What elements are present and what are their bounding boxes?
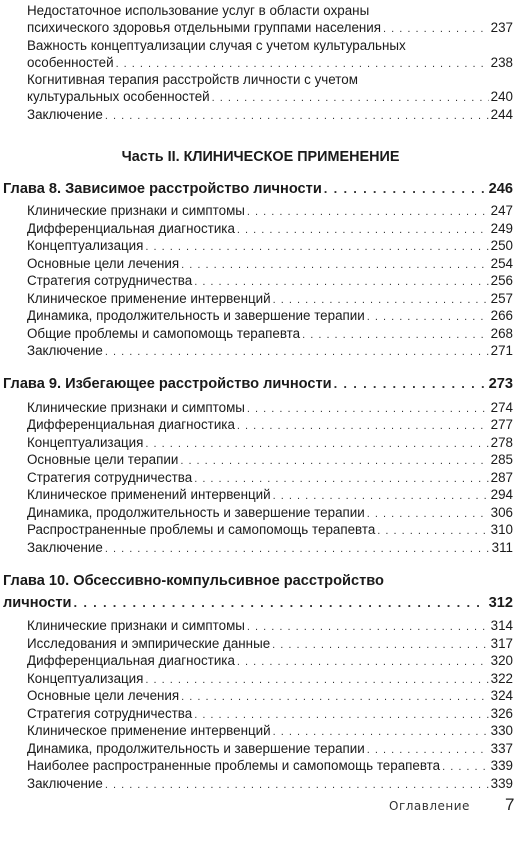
- dot-leader: [237, 419, 489, 434]
- toc-entry: [27, 653, 513, 670]
- toc-entry: [27, 221, 513, 238]
- toc-page-number: 330: [490, 723, 513, 738]
- part-title: Часть II. КЛИНИЧЕСКОЕ ПРИМЕНЕНИЕ: [121, 149, 400, 165]
- toc-page-number: 320: [490, 653, 513, 668]
- dot-leader: [145, 673, 488, 688]
- toc-entry: [27, 688, 513, 705]
- toc-page-number: 238: [490, 55, 513, 70]
- dot-leader: [181, 258, 489, 273]
- toc-page-number: 256: [490, 273, 513, 288]
- toc-entry: [27, 706, 513, 723]
- toc-entry-title: Дифференциальная диагностика: [27, 417, 235, 432]
- toc-entry: [27, 400, 513, 417]
- toc-entry-title: Заключение: [27, 343, 103, 358]
- dot-leader: [247, 620, 489, 635]
- dot-leader: [145, 437, 488, 452]
- dot-leader: [324, 181, 487, 196]
- toc-entry-title: Клинические признаки и симптомы: [27, 618, 245, 633]
- toc-entry: [27, 273, 513, 290]
- toc-entry-title: Концептуализация: [27, 238, 144, 253]
- toc-entry-title: Клиническое применение интервенций: [27, 723, 271, 738]
- dot-leader: [273, 489, 489, 504]
- toc-entry-title: Стратегия сотрудничества: [27, 273, 193, 288]
- toc-entry-title: психического здоровья отдельными группами населения: [27, 20, 382, 35]
- dot-leader: [383, 22, 489, 37]
- toc-entry: [27, 256, 513, 273]
- toc-entry: [27, 636, 513, 653]
- toc-page-number: 306: [490, 505, 513, 520]
- toc-entry: [27, 758, 513, 775]
- toc-entry-title: Стратегия сотрудничества: [27, 706, 193, 721]
- toc-entry-title: Основные цели лечения: [27, 256, 180, 271]
- dot-leader: [367, 507, 489, 522]
- folio-page-number: 7: [505, 795, 515, 814]
- toc-page-number: 314: [490, 618, 513, 633]
- toc-page-number: 249: [490, 221, 513, 236]
- toc-entry-title: Динамика, продолжительность и завершение терапии: [27, 741, 365, 756]
- toc-page-number: 257: [490, 291, 513, 306]
- toc-entry: [27, 522, 513, 539]
- toc-entry-title: Концептуализация: [27, 671, 144, 686]
- toc-page-number: 287: [490, 470, 513, 485]
- toc-page-number: 324: [490, 688, 513, 703]
- toc-entry: [27, 671, 513, 688]
- dot-leader: [212, 91, 489, 106]
- toc-page-number: 247: [490, 203, 513, 218]
- toc-entry-title: особенностей: [27, 55, 114, 70]
- toc-page-number: 317: [490, 636, 513, 651]
- dot-leader: [145, 240, 488, 255]
- toc-page-number: 244: [490, 107, 513, 122]
- dot-leader: [442, 760, 489, 775]
- dot-leader: [180, 454, 488, 469]
- dot-leader: [334, 376, 487, 391]
- toc-page-number: 254: [490, 256, 513, 271]
- chapter-page-number: 273: [488, 376, 513, 392]
- toc-page-number: 339: [490, 776, 513, 791]
- toc-page-number: 294: [490, 487, 513, 502]
- toc-entry-title: Заключение: [27, 776, 103, 791]
- toc-entry-title: Заключение: [27, 107, 103, 122]
- toc-page-number: 311: [491, 540, 513, 555]
- chapter-heading: [3, 181, 513, 197]
- toc-entry: [27, 618, 513, 635]
- toc-entry-title: Заключение: [27, 540, 103, 555]
- toc-entry: [27, 487, 513, 504]
- chapter-heading: [3, 595, 513, 611]
- dot-leader: [105, 778, 489, 793]
- dot-leader: [105, 542, 490, 557]
- toc-entry: [27, 308, 513, 325]
- toc-page-number: 237: [490, 20, 513, 35]
- dot-leader: [247, 402, 489, 417]
- toc-page-number: 339: [490, 758, 513, 773]
- toc-entry-title: Дифференциальная диагностика: [27, 221, 235, 236]
- dot-leader: [194, 472, 488, 487]
- toc-entry: [27, 238, 513, 255]
- toc-entry: [27, 20, 513, 37]
- toc-page-number: 278: [490, 435, 513, 450]
- toc-entry: [27, 540, 513, 557]
- dot-leader: [367, 310, 489, 325]
- toc-entry: [27, 723, 513, 740]
- toc-entry-title: Наиболее распространенные проблемы и самопомощь терапевта: [27, 758, 441, 773]
- toc-entry: [27, 435, 513, 452]
- toc-entry-title: Стратегия сотрудничества: [27, 470, 193, 485]
- toc-entry: [27, 417, 513, 434]
- chapter-title-line: Глава 10. Обсессивно-компульсивное расстройство: [3, 573, 384, 589]
- toc-entry-title: Клинические признаки и симптомы: [27, 400, 245, 415]
- dot-leader: [272, 638, 489, 653]
- toc-page-number: 274: [490, 400, 513, 415]
- dot-leader: [105, 109, 489, 124]
- toc-entry-title: Основные цели лечения: [27, 688, 180, 703]
- chapter-title: Глава 9. Избегающее расстройство личности: [3, 376, 332, 392]
- toc-page-number: 285: [490, 452, 513, 467]
- toc-entry-title: Концептуализация: [27, 435, 144, 450]
- toc-page-number: 271: [490, 343, 513, 358]
- chapter-heading: [3, 376, 513, 392]
- toc-entry-line: Важность концептуализации случая с учетом культуральных: [27, 38, 406, 53]
- toc-entry-title: Общие проблемы и самопомощь терапевта: [27, 326, 301, 341]
- toc-entry: [27, 452, 513, 469]
- toc-page-number: 266: [490, 308, 513, 323]
- toc-entry-title: Исследования и эмпирические данные: [27, 636, 271, 651]
- running-footer-label: Оглавление: [389, 799, 470, 813]
- toc-entry: [27, 741, 513, 758]
- toc-entry: [27, 55, 513, 72]
- toc-entry: [27, 89, 513, 106]
- toc-entry-title: Дифференциальная диагностика: [27, 653, 235, 668]
- dot-leader: [273, 725, 489, 740]
- toc-entry: [27, 776, 513, 793]
- dot-leader: [74, 595, 487, 610]
- chapter-page-number: 312: [488, 595, 513, 611]
- toc-entry-title: Клиническое применений интервенций: [27, 487, 271, 502]
- toc-entry: [27, 107, 513, 124]
- dot-leader: [237, 223, 489, 238]
- chapter-page-number: 246: [488, 181, 513, 197]
- dot-leader: [273, 293, 489, 308]
- dot-leader: [194, 708, 488, 723]
- toc-entry-title: Распространенные проблемы и самопомощь терапевта: [27, 522, 376, 537]
- toc-page-number: 250: [490, 238, 513, 253]
- dot-leader: [194, 275, 488, 290]
- toc-page-number: 268: [490, 326, 513, 341]
- dot-leader: [181, 690, 489, 705]
- toc-page-number: 240: [490, 89, 513, 104]
- toc-page-number: 322: [490, 671, 513, 686]
- toc-entry: [27, 291, 513, 308]
- dot-leader: [247, 205, 489, 220]
- toc-entry-title: Динамика, продолжительность и завершение терапии: [27, 505, 365, 520]
- toc-entry: [27, 470, 513, 487]
- chapter-title: личности: [3, 595, 72, 611]
- dot-leader: [116, 57, 489, 72]
- toc-entry-title: Клиническое применение интервенций: [27, 291, 271, 306]
- toc-entry: [27, 343, 513, 360]
- toc-page-number: 326: [490, 706, 513, 721]
- toc-entry: [27, 505, 513, 522]
- toc-entry-title: Клинические признаки и симптомы: [27, 203, 245, 218]
- dot-leader: [105, 345, 489, 360]
- dot-leader: [302, 328, 489, 343]
- toc-page-number: 337: [490, 741, 513, 756]
- dot-leader: [237, 655, 489, 670]
- toc-page-number: 277: [490, 417, 513, 432]
- dot-leader: [367, 743, 489, 758]
- toc-entry-line: Когнитивная терапия расстройств личности с учетом: [27, 72, 358, 87]
- toc-entry-title: культуральных особенностей: [27, 89, 210, 104]
- chapter-title: Глава 8. Зависимое расстройство личности: [3, 181, 322, 197]
- toc-entry-title: Динамика, продолжительность и завершение терапии: [27, 308, 365, 323]
- toc-entry: [27, 326, 513, 343]
- toc-page-number: 310: [490, 522, 513, 537]
- toc-entry-title: Основные цели терапии: [27, 452, 179, 467]
- toc-entry: [27, 203, 513, 220]
- dot-leader: [377, 524, 488, 539]
- toc-entry-line: Недостаточное использование услуг в области охраны: [27, 3, 370, 18]
